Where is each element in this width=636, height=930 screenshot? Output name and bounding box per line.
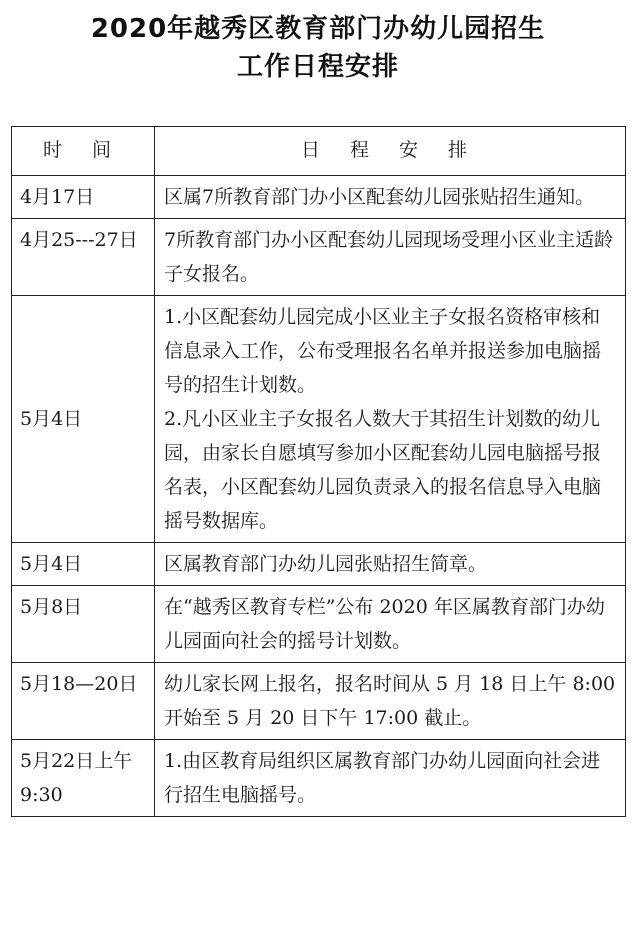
content-paragraph: 1.小区配套幼儿园完成小区业主子女报名资格审核和信息录入工作，公布受理报名名单并报送参加电脑摇号的招生计划数。 — [164, 306, 602, 396]
table-row — [12, 176, 626, 219]
row-time: 5月18—20日 — [12, 663, 155, 740]
table-row — [12, 219, 626, 296]
row-content — [155, 219, 626, 296]
content-paragraph: 在“越秀区教育专栏”公布 2020 年区属教育部门办幼儿园面向社会的摇号计划数。 — [164, 596, 605, 652]
row-content — [155, 663, 626, 740]
row-time: 5月22日上午9:30 — [12, 740, 155, 817]
table-row — [12, 663, 626, 740]
content-paragraph: 7所教育部门办小区配套幼儿园现场受理小区业主适龄子女报名。 — [164, 229, 614, 285]
row-content — [155, 176, 626, 219]
content-paragraph: 幼儿家长网上报名，报名时间从 5 月 18 日上午 8:00 开始至 5 月 20 日下午 17:00 截止。 — [164, 673, 616, 729]
row-time: 4月25---27日 — [12, 219, 155, 296]
table-row — [12, 740, 626, 817]
row-content — [155, 543, 626, 586]
header-schedule: 日 程 安 排 — [155, 127, 626, 176]
row-time: 4月17日 — [12, 176, 155, 219]
row-time: 5月8日 — [12, 586, 155, 663]
row-time: 5月4日 — [12, 543, 155, 586]
content-paragraph: 区属7所教育部门办小区配套幼儿园张贴招生通知。 — [164, 186, 595, 208]
content-paragraph: 1.由区教育局组织区属教育部门办幼儿园面向社会进行招生电脑摇号。 — [164, 750, 601, 806]
row-time: 5月4日 — [12, 296, 155, 543]
table-row — [12, 586, 626, 663]
table-row — [12, 543, 626, 586]
document-title-line-1: 2020年越秀区教育部门办幼儿园招生 — [90, 14, 546, 44]
header-time: 时 间 — [12, 127, 155, 176]
table-header-row — [12, 127, 626, 176]
row-content — [155, 296, 626, 543]
row-content — [155, 740, 626, 817]
content-paragraph: 区属教育部门办幼儿园张贴招生简章。 — [164, 553, 488, 575]
table-row — [12, 296, 626, 543]
row-content — [155, 586, 626, 663]
content-paragraph: 2.凡小区业主子女报名人数大于其招生计划数的幼儿园，由家长自愿填写参加小区配套幼儿园电脑摇号报名表，小区配套幼儿园负责录入的报名信息导入电脑摇号数据库。 — [164, 408, 602, 532]
schedule-table — [11, 126, 626, 817]
document-title-line-2: 工作日程安排 — [236, 52, 399, 82]
